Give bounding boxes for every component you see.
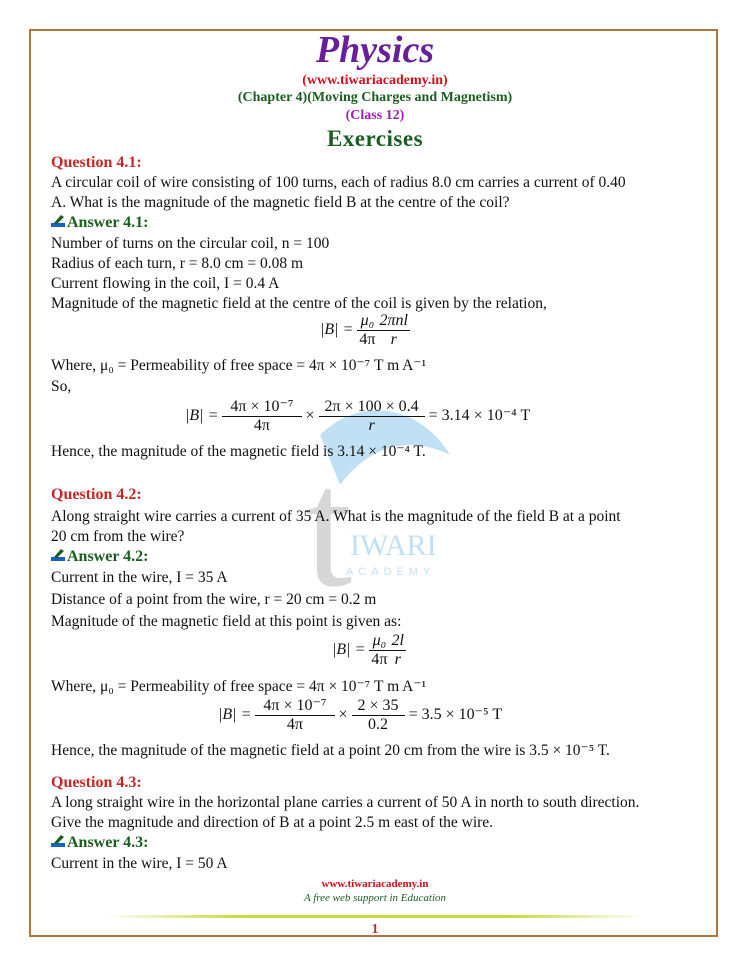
eq1-mu-num: μ₀	[357, 312, 377, 331]
equation-4-1-formula	[320, 312, 410, 349]
question-4-2-text-line1: Along straight wire carries a current of 35 A. What is the magnitude of the field B at a point	[51, 508, 621, 525]
eq2-times: ×	[305, 407, 315, 425]
question-4-1-label: Question 4.1:	[51, 154, 142, 171]
answer-4-1-where: Where, μ₀ = Permeability of free space = 4π × 10⁻⁷ T m A⁻¹	[51, 357, 427, 374]
eq4-n1: 4π × 10⁻⁷	[255, 697, 334, 716]
footer-divider	[105, 915, 645, 918]
equation-4-2-calculation	[218, 697, 502, 734]
question-4-2-label: Question 4.2:	[51, 486, 142, 503]
answer-4-2-line1: Current in the wire, I = 35 A	[51, 569, 228, 586]
eq3-lhs: |B| =	[332, 641, 366, 659]
answer-4-1-line1: Number of turns on the circular coil, n = 100	[51, 235, 330, 252]
header-website: (www.tiwariacademy.in)	[302, 73, 448, 88]
answer-4-1-line2: Radius of each turn, r = 8.0 cm = 0.08 m	[51, 255, 304, 272]
eq2-n1: 4π × 10⁻⁷	[222, 398, 301, 417]
eq4-n2: 2 × 35	[352, 697, 405, 716]
watermark-brand: IWARI	[350, 529, 437, 562]
eq1-lhs: |B| =	[320, 321, 354, 339]
answer-4-1-line4: Magnitude of the magnetic field at the centre of the coil is given by the relation,	[51, 295, 547, 312]
eq1-num: 2πnl	[379, 312, 408, 329]
pen-icon	[51, 834, 65, 848]
footer-website: www.tiwariacademy.in	[321, 878, 429, 890]
section-heading: Exercises	[326, 126, 424, 151]
eq1-den: r	[390, 331, 397, 348]
eq3-mu-den: 4π	[371, 651, 388, 668]
equation-4-2-formula	[332, 632, 406, 669]
eq4-d1: 4π	[286, 716, 303, 733]
question-4-3-label: Question 4.3:	[51, 774, 142, 791]
answer-4-2-where: Where, μ₀ = Permeability of free space = 4π × 10⁻⁷ T m A⁻¹	[51, 678, 427, 695]
answer-4-1-text: Answer 4.1:	[67, 214, 149, 231]
page-number: 1	[371, 922, 379, 937]
question-4-1-text-line1: A circular coil of wire consisting of 100 turns, each of radius 8.0 cm carries a current of 0.40	[51, 174, 626, 191]
answer-4-2-line2: Distance of a point from the wire, r = 20 cm = 0.2 m	[51, 591, 377, 608]
answer-4-3-label	[51, 834, 148, 852]
eq3-mu-num: μ₀	[369, 632, 389, 651]
answer-4-3-text: Answer 4.3:	[67, 834, 149, 851]
chapter-heading: (Chapter 4)(Moving Charges and Magnetism)	[237, 90, 513, 105]
eq2-d1: 4π	[253, 417, 270, 434]
question-4-2-text-line2: 20 cm from the wire?	[51, 528, 185, 545]
question-4-3-text-line2: Give the magnitude and direction of B at a point 2.5 m east of the wire.	[51, 814, 494, 831]
watermark-letter: t	[305, 434, 353, 595]
eq3-num: 2l	[391, 632, 404, 649]
answer-4-1-so: So,	[51, 378, 72, 395]
eq2-rhs: = 3.14 × 10⁻⁴ T	[428, 407, 531, 425]
pen-icon	[51, 214, 65, 228]
eq2-d2: r	[368, 417, 375, 434]
eq1-mu-den: 4π	[359, 331, 376, 348]
eq2-n2: 2π × 100 × 0.4	[319, 398, 425, 417]
eq4-times: ×	[338, 706, 348, 724]
eq4-rhs: = 3.5 × 10⁻⁵ T	[408, 706, 503, 724]
equation-4-1-calculation	[185, 398, 530, 435]
watermark-sub: ACADEMY	[346, 566, 436, 578]
question-4-3-text-line1: A long straight wire in the horizontal plane carries a current of 50 A in north to south direction.	[51, 794, 640, 811]
class-label: (Class 12)	[345, 108, 405, 123]
pen-icon	[51, 548, 65, 562]
footer-tagline: A free web support in Education	[303, 892, 447, 904]
answer-4-1-result: Hence, the magnitude of the magnetic field is 3.14 × 10⁻⁴ T.	[51, 443, 426, 460]
answer-4-3-line1: Current in the wire, I = 50 A	[51, 855, 228, 872]
question-4-1-text-line2: A. What is the magnitude of the magnetic field B at the centre of the coil?	[51, 194, 510, 211]
page-title: Physics	[315, 29, 435, 71]
eq4-lhs: |B| =	[218, 706, 252, 724]
eq4-d2: 0.2	[368, 716, 389, 733]
answer-4-2-text: Answer 4.2:	[67, 548, 149, 565]
eq2-lhs: |B| =	[185, 407, 219, 425]
answer-4-2-label	[51, 548, 148, 566]
answer-4-1-line3: Current flowing in the coil, I = 0.4 A	[51, 275, 280, 292]
eq3-den: r	[394, 651, 401, 668]
answer-4-2-result: Hence, the magnitude of the magnetic field at a point 20 cm from the wire is 3.5 × 10⁻⁵ T.	[51, 742, 610, 759]
answer-4-2-line3: Magnitude of the magnetic field at this point is given as:	[51, 613, 402, 630]
answer-4-1-label	[51, 214, 148, 232]
